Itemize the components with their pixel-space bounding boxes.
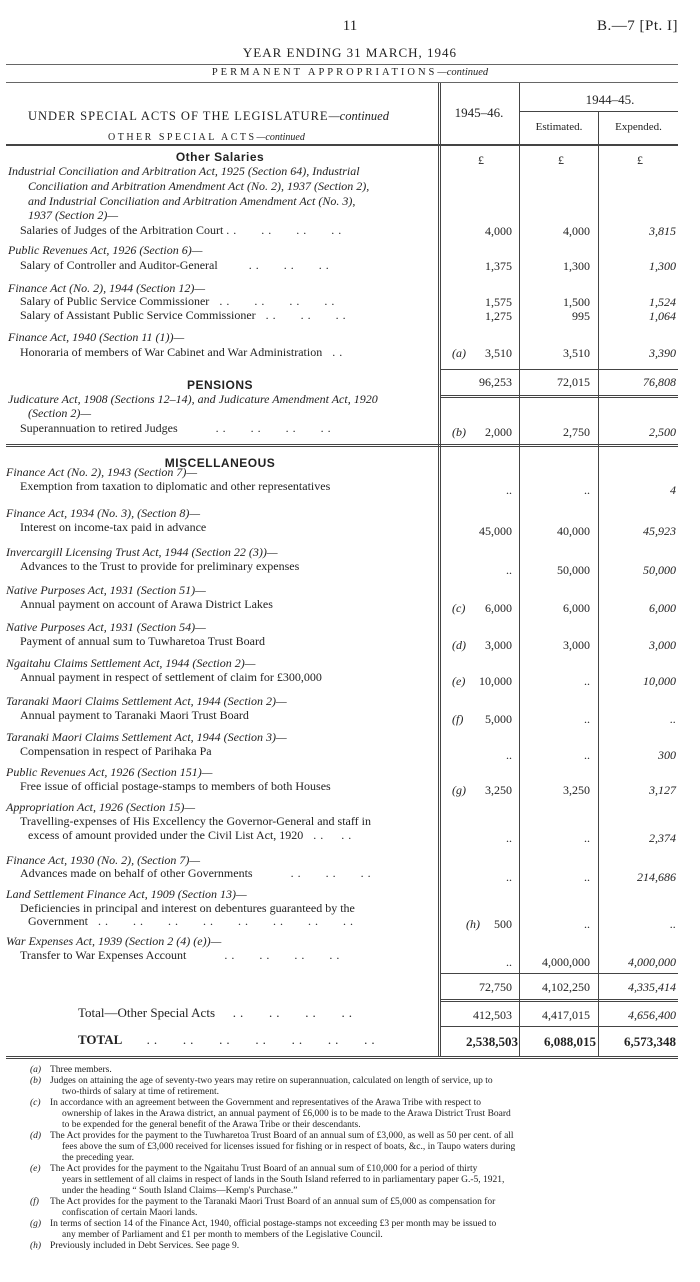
value-expended: 1,300 <box>649 259 676 273</box>
footnote-mark: (h) <box>30 1241 42 1251</box>
value-estimated: 995 <box>572 309 590 323</box>
value-expended: 1,064 <box>649 309 676 323</box>
item-label: Free issue of official postage-stamps to members of both Houses <box>20 779 331 793</box>
subtotal-current: 96,253 <box>479 375 512 389</box>
footnote-text: the preceding year. <box>62 1153 135 1163</box>
total-other-estimated: 4,417,015 <box>542 1008 590 1022</box>
act-line: Finance Act, 1930 (No. 2), (Section 7)— <box>6 853 201 867</box>
value-current: .. <box>506 831 512 845</box>
value-estimated: .. <box>584 483 590 497</box>
footnote-mark: (g) <box>30 1219 42 1229</box>
subtotal-expended: 76,808 <box>643 375 676 389</box>
table-top-rule <box>6 82 678 83</box>
value-current: 10,000 <box>479 674 512 688</box>
value-current: 2,000 <box>485 425 512 439</box>
act-line: Finance Act, 1934 (No. 3), (Section 8)— <box>6 506 201 520</box>
act-line: Public Revenues Act, 1926 (Section 6)— <box>8 243 203 257</box>
value-current: 1,375 <box>485 259 512 273</box>
item-label: Superannuation to retired Judges .. .. .. .. <box>20 421 335 435</box>
other-salaries-heading: Other Salaries <box>175 150 265 164</box>
value-expended: 4,000,000 <box>628 955 676 969</box>
act-line: Finance Act, 1940 (Section 11 (1))— <box>8 330 185 344</box>
value-expended: 50,000 <box>643 563 676 577</box>
year-title: YEAR ENDING 31 MARCH, 1946 <box>242 45 458 60</box>
grand-total-estimated: 6,088,015 <box>544 1034 596 1049</box>
act-line: Taranaki Maori Claims Settlement Act, 1944 (Section 3)— <box>6 730 287 744</box>
currency-expended: £ <box>637 153 643 167</box>
value-current: 3,250 <box>485 783 512 797</box>
column-rule-current <box>438 83 441 1057</box>
header-bottom-rule <box>6 144 678 146</box>
value-expended: 3,815 <box>649 224 676 238</box>
value-estimated: .. <box>584 674 590 688</box>
value-current: .. <box>506 563 512 577</box>
act-line: Invercargill Licensing Trust Act, 1944 (Section 22 (3))— <box>6 545 278 559</box>
footnote-text: In terms of section 14 of the Finance Act, 1940, official postage-stamps not exceeding £3 per month may be issued to <box>50 1219 497 1229</box>
value-current: 4,000 <box>485 224 512 238</box>
item-label: Compensation in respect of Parihaka Pa <box>20 744 212 758</box>
value-estimated: 6,000 <box>563 601 590 615</box>
item-label: Honoraria of members of War Cabinet and War Administration .. <box>20 345 347 359</box>
footnote-text: The Act provides for the payment to the Tuwharetoa Trust Board of an annual sum of £3,000, as well as 50 per cent. of all <box>50 1131 514 1141</box>
item-label: Annual payment in respect of settlement of claim for £300,000 <box>20 670 322 684</box>
currency-current: £ <box>478 153 484 167</box>
footnote-text: The Act provides for the payment to the Ngaitahu Trust Board of an annual sum of £10,000 for a period of thirty <box>50 1164 478 1174</box>
footnote-ref: (e) <box>452 674 466 688</box>
subtotal-expended: 4,335,414 <box>628 980 676 994</box>
value-current: 1,275 <box>485 309 512 323</box>
act-line: Industrial Conciliation and Arbitration Act, 1925 (Section 64), Industrial <box>8 164 360 178</box>
value-expended: 3,000 <box>649 638 676 652</box>
value-expended: .. <box>670 917 676 931</box>
value-expended: 2,500 <box>649 425 676 439</box>
act-line: Finance Act (No. 2), 1943 (Section 7)— <box>6 465 198 479</box>
value-expended: 214,686 <box>637 870 676 884</box>
subtotal-rule <box>440 369 678 370</box>
footnote-text: confiscation of certain Maori lands. <box>62 1208 198 1218</box>
column-rule-expended <box>598 112 599 1057</box>
misc-heading: MISCELLANEOUS <box>164 456 276 470</box>
total-other-current: 412,503 <box>473 1008 512 1022</box>
act-line: and Industrial Conciliation and Arbitration Amendment Act (No. 3), <box>28 194 356 208</box>
footnote-text: Three members. <box>50 1065 112 1075</box>
value-expended: 3,390 <box>649 346 676 360</box>
grand-total-label: TOTAL .. .. .. .. .. .. .. <box>78 1032 379 1047</box>
value-expended: 45,923 <box>643 524 676 538</box>
footnote-ref: (f) <box>452 712 464 726</box>
value-current: 3,510 <box>485 346 512 360</box>
act-line: 1937 (Section 2)— <box>28 208 118 222</box>
subtotal-double-rule <box>440 395 678 398</box>
footnote-mark: (e) <box>30 1164 41 1174</box>
col-expended-header: Expended. <box>615 121 662 133</box>
footnote-ref: (h) <box>466 917 480 931</box>
item-label: excess of amount provided under the Civil List Act, 1920 .. .. <box>28 828 356 842</box>
item-label: Transfer to War Expenses Account .. .. .. .. <box>20 948 344 962</box>
value-current: 6,000 <box>485 601 512 615</box>
value-current: .. <box>506 748 512 762</box>
prior-year-rule <box>520 111 678 112</box>
footnote-mark: (c) <box>30 1098 41 1108</box>
act-line: Native Purposes Act, 1931 (Section 51)— <box>6 583 206 597</box>
footnote-text: Judges on attaining the age of seventy-two years may retire on superannuation, calculated on length of service, up to <box>50 1076 493 1086</box>
value-estimated: .. <box>584 870 590 884</box>
value-expended: 1,524 <box>649 295 676 309</box>
value-expended: 6,000 <box>649 601 676 615</box>
act-line: Conciliation and Arbitration Amendment Act (No. 2), 1937 (Section 2), <box>28 179 370 193</box>
act-line: Finance Act (No. 2), 1944 (Section 12)— <box>8 281 206 295</box>
footnote-text: under the heading “ South Island Claims—Kemp's Purchase.” <box>62 1186 298 1196</box>
item-label: Annual payment on account of Arawa District Lakes <box>20 597 273 611</box>
act-line: Judicature Act, 1908 (Sections 12–14), and Judicature Amendment Act, 1920 <box>8 392 378 406</box>
value-estimated: .. <box>584 831 590 845</box>
subtotal-estimated: 4,102,250 <box>542 980 590 994</box>
value-estimated: 3,000 <box>563 638 590 652</box>
value-estimated: 40,000 <box>557 524 590 538</box>
header-rule <box>6 64 678 65</box>
value-current: 1,575 <box>485 295 512 309</box>
footnote-text: fees above the sum of £3,000 received for licenses issued for fishing or in respect of boats, &c., in Taupo waters during <box>62 1142 516 1152</box>
value-estimated: 2,750 <box>563 425 590 439</box>
item-label: Annual payment to Taranaki Maori Trust Board <box>20 708 249 722</box>
col-estimated-header: Estimated. <box>535 121 583 133</box>
section-double-rule <box>6 444 678 447</box>
footnote-text: In accordance with an agreement between the Government and representatives of the Arawa Tribe with respect to <box>50 1098 482 1108</box>
value-estimated: 50,000 <box>557 563 590 577</box>
col-prior-header: 1944–45. <box>585 92 635 107</box>
pensions-heading: PENSIONS <box>186 378 253 392</box>
value-estimated: 1,500 <box>563 295 590 309</box>
footnote-ref: (c) <box>452 601 466 615</box>
total-other-expended: 4,656,400 <box>628 1008 676 1022</box>
act-line: Taranaki Maori Claims Settlement Act, 1944 (Section 2)— <box>6 694 287 708</box>
value-estimated: .. <box>584 748 590 762</box>
value-current: .. <box>506 483 512 497</box>
grand-total-current: 2,538,503 <box>466 1034 518 1049</box>
footnote-ref: (b) <box>452 425 466 439</box>
subtotal-rule <box>440 973 678 974</box>
value-expended: 3,127 <box>649 783 676 797</box>
act-line: (Section 2)— <box>28 406 91 420</box>
table-bottom-rule <box>6 1056 678 1059</box>
item-label: Advances to the Trust to provide for preliminary expenses <box>20 559 300 573</box>
value-estimated: .. <box>584 712 590 726</box>
act-line: Land Settlement Finance Act, 1909 (Section 13)— <box>6 887 247 901</box>
footnote-ref: (a) <box>452 346 466 360</box>
footnote-mark: (d) <box>30 1131 42 1141</box>
item-label: Payment of annual sum to Tuwharetoa Trust Board <box>20 634 265 648</box>
value-estimated: 3,510 <box>563 346 590 360</box>
footnote-text: any member of Parliament and £1 per month to members of the Legislative Council. <box>62 1230 383 1240</box>
footnote-text: years in settlement of all claims in respect of lands in the South Island referred to in parliamentary paper G.-5, 1921, <box>62 1175 505 1185</box>
item-label: Interest on income-tax paid in advance <box>20 520 207 534</box>
item-label: Advances made on behalf of other Governments .. .. .. <box>20 866 375 880</box>
act-line: Ngaitahu Claims Settlement Act, 1944 (Section 2)— <box>6 656 256 670</box>
act-line: War Expenses Act, 1939 (Section 2 (4) (e))— <box>6 934 222 948</box>
total-rule <box>440 1026 678 1027</box>
item-label: Salary of Assistant Public Service Commissioner .. .. .. <box>20 308 350 322</box>
footnote-mark: (f) <box>30 1197 39 1207</box>
page-number: 11 <box>342 18 358 34</box>
main-heading: UNDER SPECIAL ACTS OF THE LEGISLATURE—continued <box>28 109 389 123</box>
value-current: .. <box>506 955 512 969</box>
item-label: Exemption from taxation to diplomatic and other representatives <box>20 479 331 493</box>
footnote-text: to be expended for the general benefit of the Arawa Tribe or their descendants. <box>62 1120 361 1130</box>
item-label: Deficiencies in principal and interest on debentures guaranteed by the <box>20 901 355 915</box>
footnote-text: two-thirds of salary at time of retirement. <box>62 1087 219 1097</box>
subtotal-current: 72,750 <box>479 980 512 994</box>
value-current: 45,000 <box>479 524 512 538</box>
footnote-ref: (g) <box>452 783 466 797</box>
subtotal-double-rule <box>440 999 678 1002</box>
document-reference: B.—7 [Pt. I] <box>597 18 678 34</box>
item-label: Salary of Controller and Auditor-General .. .. .. <box>20 258 333 272</box>
item-label: Government .. .. .. .. .. .. .. .. <box>28 914 357 928</box>
value-current: 3,000 <box>485 638 512 652</box>
footnote-text: Previously included in Debt Services. See page 9. <box>50 1241 240 1251</box>
value-estimated: .. <box>584 917 590 931</box>
value-estimated: 1,300 <box>563 259 590 273</box>
value-estimated: 4,000 <box>563 224 590 238</box>
currency-estimated: £ <box>558 153 564 167</box>
footnote-text: ownership of lakes in the Arawa district, an annual payment of £6,000 is to be made to the Arawa District Trust Board <box>62 1109 511 1119</box>
item-label: Salaries of Judges of the Arbitration Court .. .. .. .. <box>20 223 346 237</box>
value-current: 5,000 <box>485 712 512 726</box>
footnote-text: The Act provides for the payment to the Taranaki Maori Trust Board of an annual sum of £5,000 as compensation for <box>50 1197 496 1207</box>
footnote-ref: (d) <box>452 638 466 652</box>
grand-total-expended: 6,573,348 <box>624 1034 676 1049</box>
sub-heading: OTHER SPECIAL ACTS—continued <box>108 132 305 143</box>
value-current: .. <box>506 870 512 884</box>
total-other-label: Total—Other Special Acts .. .. .. .. <box>78 1005 357 1020</box>
footnote-mark: (b) <box>30 1076 42 1086</box>
item-label: Travelling-expenses of His Excellency the Governor-General and staff in <box>20 814 371 828</box>
value-estimated: 3,250 <box>563 783 590 797</box>
act-line: Native Purposes Act, 1931 (Section 54)— <box>6 620 206 634</box>
value-expended: .. <box>670 712 676 726</box>
value-expended: 10,000 <box>643 674 676 688</box>
value-expended: 2,374 <box>649 831 676 845</box>
section-title: PERMANENT APPROPRIATIONS—continued <box>211 67 489 78</box>
col-current-header: 1945–46. <box>454 105 504 120</box>
item-label: Salary of Public Service Commissioner .. .. .. .. <box>20 294 339 308</box>
value-expended: 300 <box>658 748 676 762</box>
value-current: 500 <box>494 917 512 931</box>
subtotal-estimated: 72,015 <box>557 375 590 389</box>
value-expended: 4 <box>670 483 676 497</box>
act-line: Public Revenues Act, 1926 (Section 151)— <box>6 765 213 779</box>
value-estimated: 4,000,000 <box>542 955 590 969</box>
act-line: Appropriation Act, 1926 (Section 15)— <box>6 800 195 814</box>
footnote-mark: (a) <box>30 1065 42 1075</box>
